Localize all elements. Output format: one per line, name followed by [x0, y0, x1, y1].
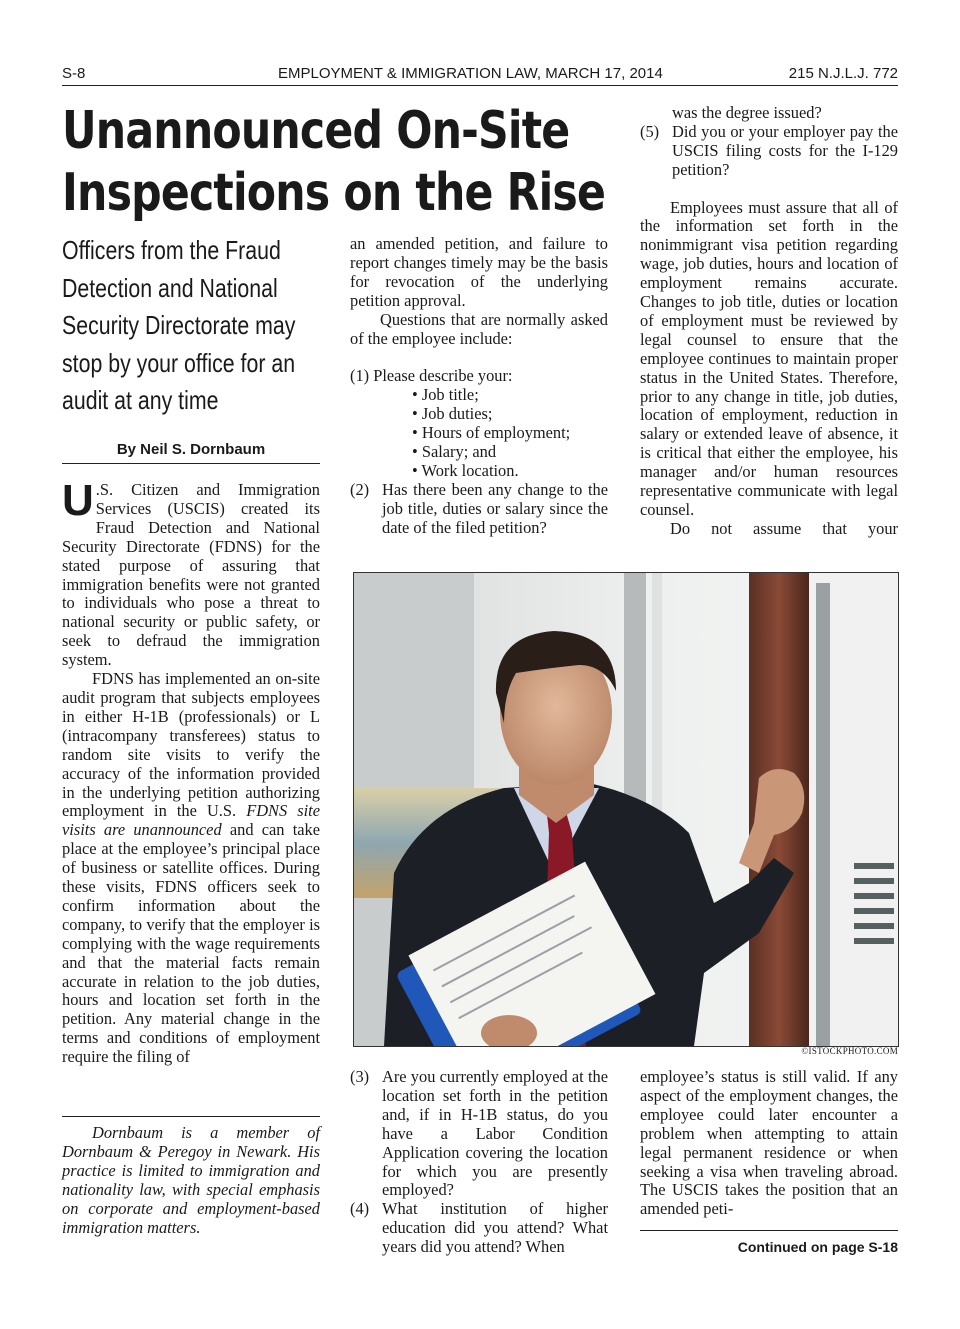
- continued-rule: [640, 1230, 898, 1231]
- question-number: (2): [350, 479, 370, 499]
- body-paragraph: Questions that are normally asked of the employee include:: [350, 309, 608, 348]
- body-paragraph: employee’s status is still valid. If any aspect of the employment changes, the employee could later encounter a problem when attempting to attain legal permanent residence or when seeking a visa when traveling abroad. The USCIS takes the position that an amended peti-: [640, 1067, 898, 1219]
- continued-link[interactable]: Continued on page S-18: [737, 1239, 898, 1255]
- drop-cap: U: [62, 476, 94, 525]
- question-5: [640, 123, 898, 180]
- subtitle-line: Security Directorate may: [62, 310, 296, 340]
- question-3: [350, 1068, 608, 1200]
- body-text: FDNS has implemented an on-site audit program that subjects employees in either H-1B (professionals) or L (intracompany transferees) status to random site visits to verify the accuracy of the information provided in the underlying petition authorizing employment in the U.S.: [62, 669, 320, 821]
- byline-rule: [62, 463, 320, 464]
- list-item: • Hours of employment;: [412, 423, 571, 443]
- question-4: [350, 1200, 608, 1257]
- question-number: (4): [350, 1199, 370, 1219]
- question-4-continued: [640, 104, 898, 123]
- list-item: • Salary; and: [412, 441, 497, 461]
- byline: By Neil S. Dornbaum: [116, 441, 266, 458]
- body-paragraph: Employees must assure that all of the information set forth in the nonimmigrant visa petition regarding wage, job duties, hours and location of employment remains accurate. Changes to job title, duties or location of employment must be reviewed by legal counsel to ensure that the employee continues to maintain proper status in the United States. Therefore, prior to any change in title, job duties, location of employment, reduction in salary or extended leave of absence, it is critical that either the employee, his manager and/or human resources representative communicate with legal counsel.: [640, 197, 898, 520]
- page-number: S-8: [62, 65, 86, 82]
- spacer: [640, 180, 898, 199]
- author-bio: [62, 1124, 320, 1237]
- list-item: • Job duties;: [412, 404, 493, 424]
- list-item: • Work location.: [412, 460, 519, 480]
- body-paragraph-start: Do not assume that your: [670, 518, 898, 538]
- bio-text: Dornbaum is a member of Dornbaum & Peregoy in Newark. His practice is limited to immigration and nationality law, with special emphasis on corporate and employment-based immigration matters.: [62, 1123, 320, 1237]
- question-1: (1) Please describe your:: [350, 366, 513, 386]
- question-text: Has there been any change to the job title, duties or salary since the date of the filed petition?: [382, 479, 608, 537]
- spacer: [350, 348, 608, 367]
- column-2-bottom: [350, 1068, 608, 1257]
- section-title: EMPLOYMENT & IMMIGRATION LAW, MARCH 17, 2014: [278, 65, 663, 82]
- question-2: [350, 481, 608, 538]
- subtitle-line: stop by your office for an: [62, 347, 296, 378]
- question-number: (5): [640, 121, 660, 141]
- question-indent: [640, 104, 672, 123]
- body-paragraph: [62, 670, 320, 1067]
- question-text: What institution of higher education did you attend? What years did you attend? When: [382, 1199, 608, 1257]
- column-3-bottom: [640, 1068, 898, 1219]
- question-text: was the degree issued?: [672, 103, 822, 122]
- subtitle-line: Detection and National: [62, 272, 278, 303]
- question-text: Are you currently employed at the location set forth in the petition and, if in H-1B status, do you have a Labor Condition Application covering the location for which you are presently employed?: [382, 1067, 608, 1200]
- column-1: [62, 476, 321, 1067]
- column-2-top: [350, 235, 608, 537]
- body-paragraph: an amended petition, and failure to report changes timely may be the basis for revocation of the underlying petition approval.: [350, 234, 608, 310]
- column-3-top: [640, 104, 898, 539]
- article-title: [62, 100, 606, 224]
- citation: 215 N.J.L.J. 772: [788, 65, 898, 82]
- bio-rule: [62, 1116, 320, 1117]
- question-text: Did you or your employer pay the USCIS filing costs for the I-129 petition?: [672, 121, 898, 179]
- article-subtitle: [62, 232, 300, 420]
- photo-credit: ©ISTOCKPHOTO.COM: [801, 1046, 898, 1056]
- intro-paragraph: [62, 476, 320, 670]
- article-photo: [353, 572, 899, 1047]
- subtitle-line: Officers from the Fraud: [62, 235, 281, 265]
- title-line-1: Unannounced On-Site: [62, 101, 570, 161]
- subtitle-line: audit at any time: [62, 385, 219, 415]
- body-text: and can take place at the employee’s principal place of business or satellite offices. During these visits, FDNS officers seek to confirm information about the company, to verify that the employer is complying with the wage requirements and that the material facts remain accurate in relation to the job duties, hours and location set forth in the petition. Any material change in the terms and conditions of employment require the filing of: [62, 820, 320, 1067]
- intro-text: .S. Citizen and Immigration Services (USCIS) created its Fraud Detection and National Security Directorate (FDNS) for the stated purpose of assuring that immigration benefits were not granted to individuals who pose a threat to national security or public safety, or seek to defraud the immigration system.: [62, 480, 320, 670]
- businessman-at-door-image: [354, 573, 898, 1046]
- emphasis-text: FDNS site visits are unannounced: [62, 801, 321, 840]
- list-item: • Job title;: [412, 385, 479, 405]
- question-number: (3): [350, 1067, 370, 1086]
- header-rule: [62, 85, 898, 86]
- title-line-2: Inspections on the Rise: [62, 163, 606, 223]
